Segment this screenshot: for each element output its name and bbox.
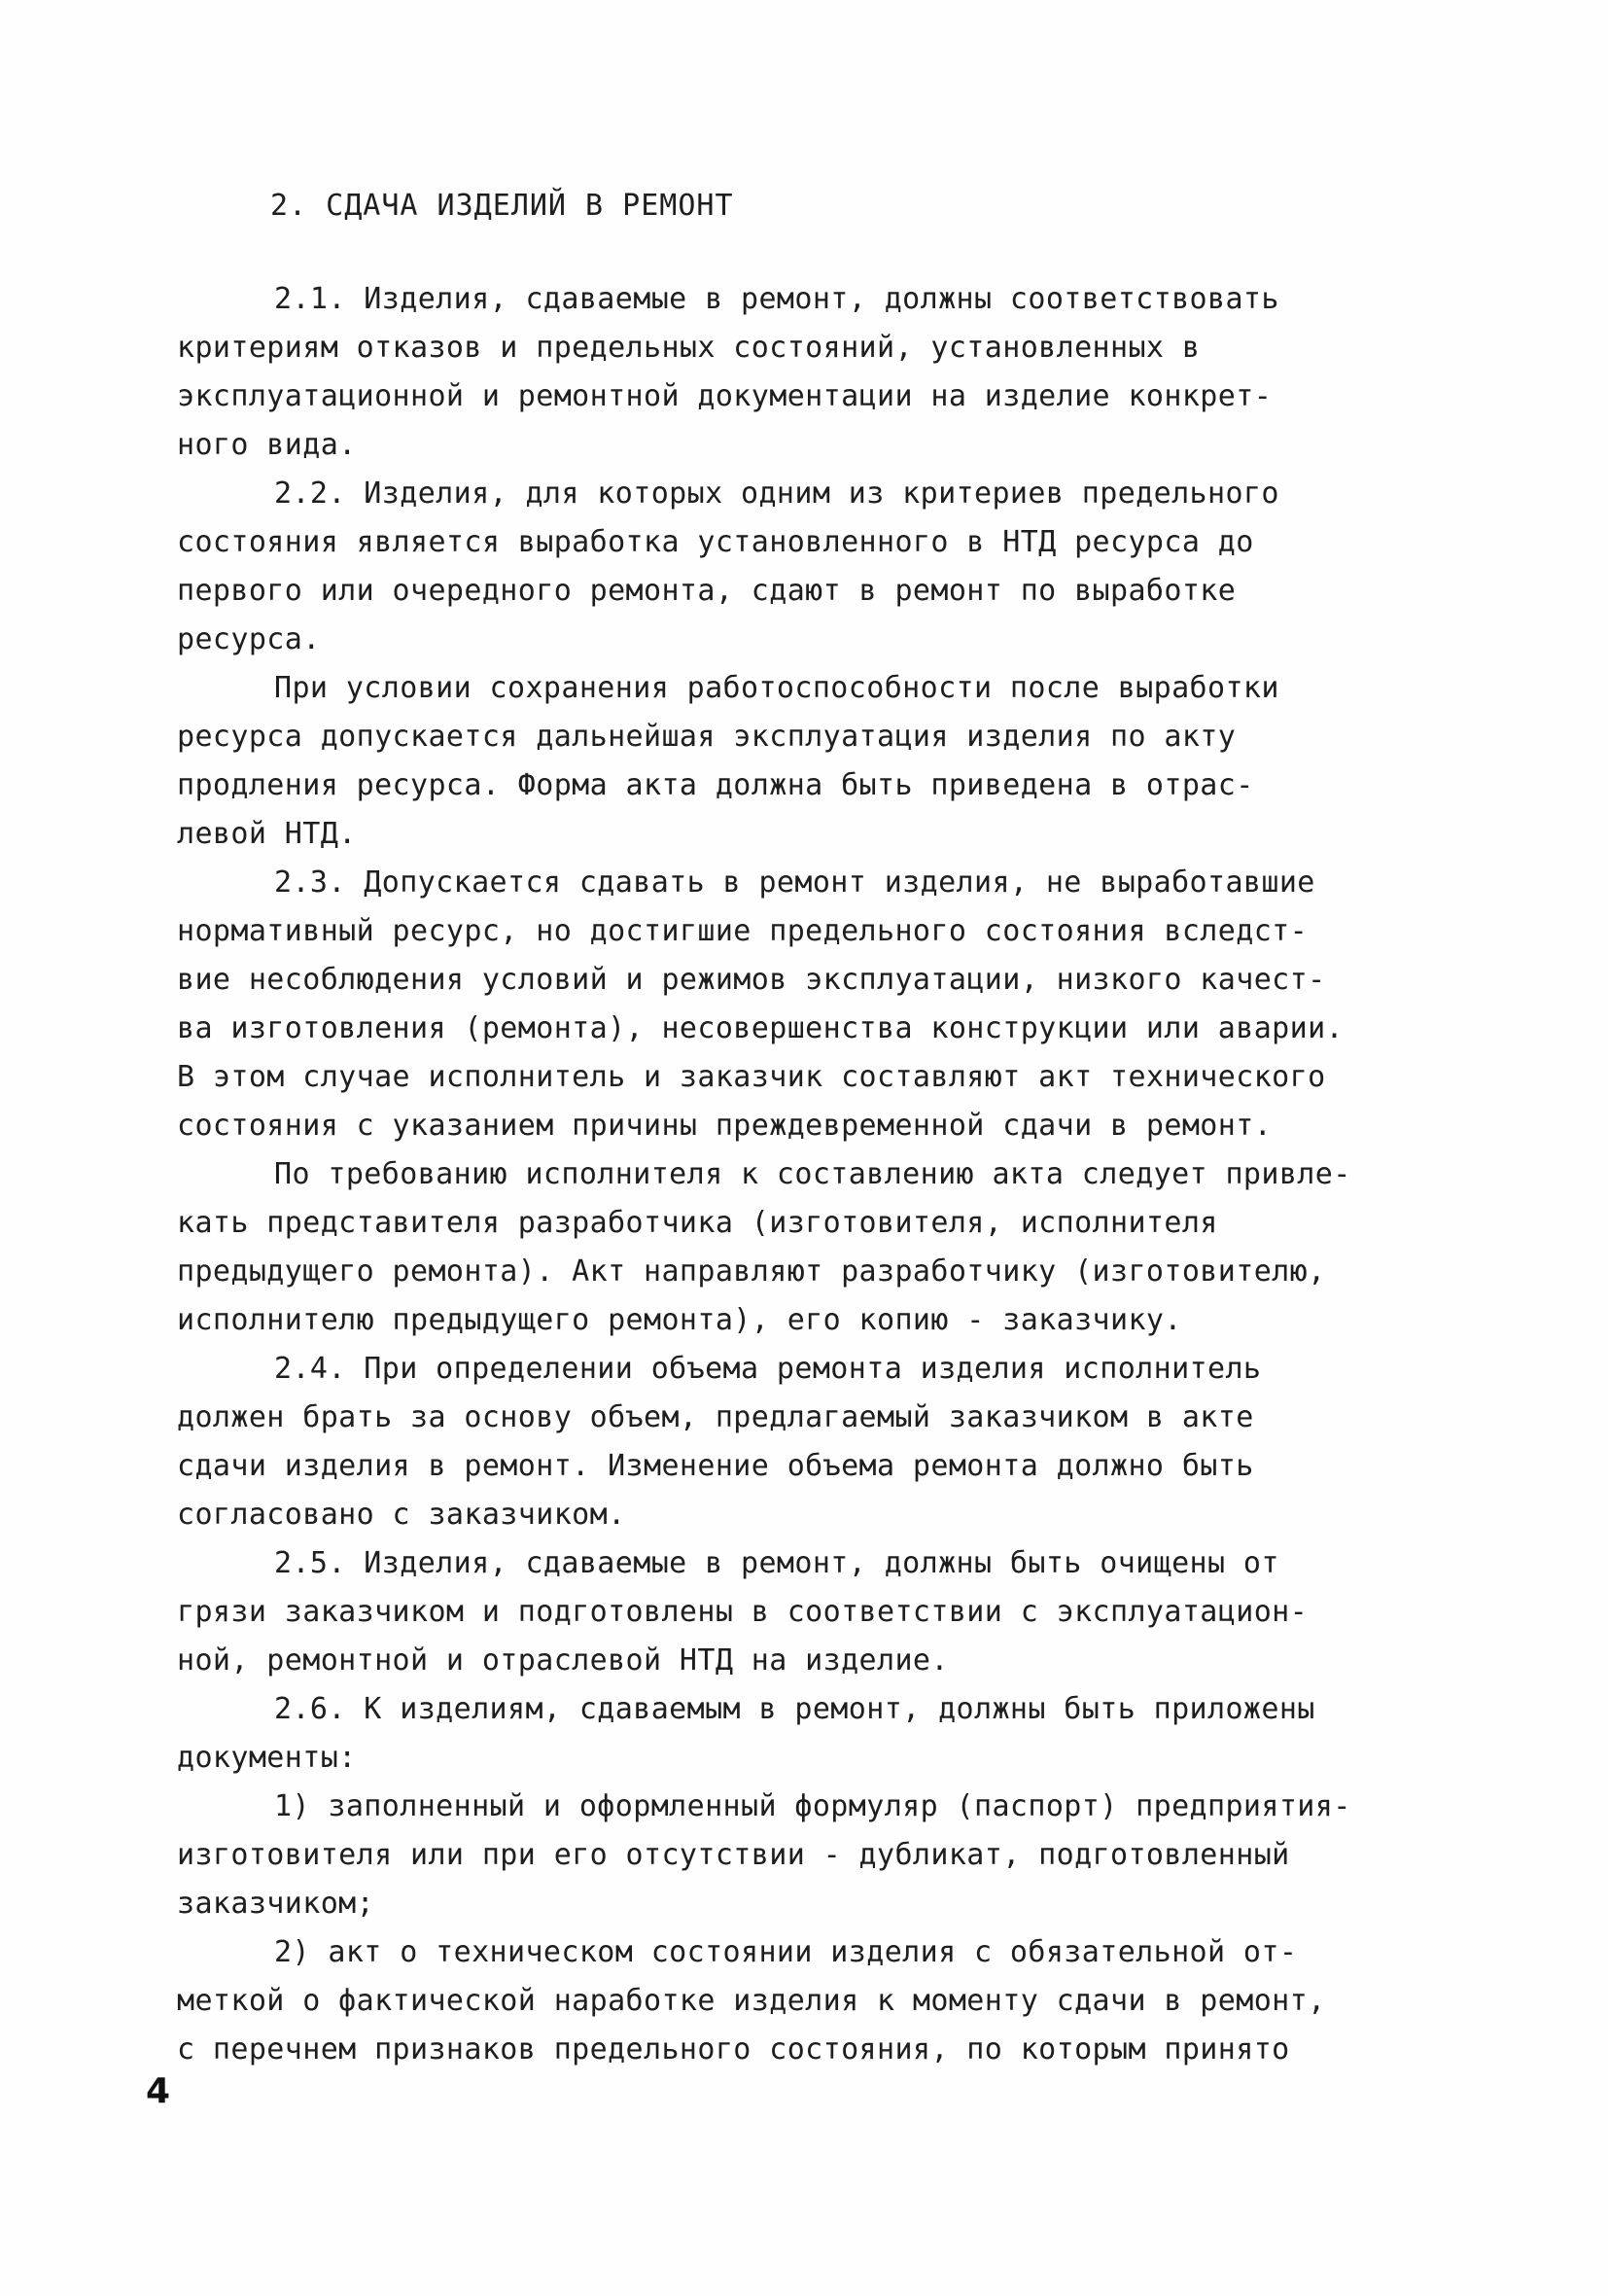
text-line: 2) акт о техническом состоянии изделия с обязательной от- xyxy=(274,1935,1298,1969)
text-line: предыдущего ремонта). Акт направляют разработчику (изготовителю, xyxy=(177,1254,1326,1289)
section-title: 2. СДАЧА ИЗДЕЛИЙ В РЕМОНТ xyxy=(270,189,734,223)
text-line: продления ресурса. Форма акта должна быть приведена в отрас- xyxy=(177,768,1254,802)
text-line: 2.2. Изделия, для которых одним из критериев предельного xyxy=(274,477,1279,511)
text-line: сдачи изделия в ремонт. Изменение объема ремонта должно быть xyxy=(177,1449,1254,1483)
text-line: критериям отказов и предельных состояний, установленных в xyxy=(177,331,1201,365)
text-line: 2.5. Изделия, сдаваемые в ремонт, должны быть очищены от xyxy=(274,1546,1279,1580)
text-line: грязи заказчиком и подготовлены в соответствии с эксплуатацион- xyxy=(177,1595,1309,1629)
text-line: 2.6. К изделиям, сдаваемым в ремонт, должны быть приложены xyxy=(274,1692,1315,1726)
text-line: заказчиком; xyxy=(177,1887,375,1921)
text-line: документы: xyxy=(177,1741,357,1775)
text-line: с перечнем признаков предельного состояния, по которым принято xyxy=(177,2032,1290,2066)
text-line: исполнителю предыдущего ремонта), его копию - заказчику. xyxy=(177,1303,1182,1337)
text-line: состояния является выработка установленного в НТД ресурса до xyxy=(177,525,1254,559)
text-line: ной, ремонтной и отраслевой НТД на изделие. xyxy=(177,1643,949,1678)
text-line: По требованию исполнителя к составлению акта следует привле- xyxy=(274,1157,1351,1191)
text-line: 2.3. Допускается сдавать в ремонт изделия, не выработавшие xyxy=(274,865,1315,900)
text-line: вие несоблюдения условий и режимов эксплуатации, низкого качест- xyxy=(177,963,1326,997)
text-line: меткой о фактической наработке изделия к моменту сдачи в ремонт, xyxy=(177,1984,1326,2018)
text-line: 2.4. При определении объема ремонта изделия исполнитель xyxy=(274,1352,1262,1386)
text-line: В этом случае исполнитель и заказчик составляют акт технического xyxy=(177,1060,1326,1094)
text-line: согласовано с заказчиком. xyxy=(177,1498,626,1532)
text-line: левой НТД. xyxy=(177,817,357,851)
text-line: ва изготовления (ремонта), несовершенства конструкции или аварии. xyxy=(177,1011,1344,1045)
text-line: первого или очередного ремонта, сдают в ремонт по выработке xyxy=(177,574,1237,608)
text-line: ного вида. xyxy=(177,428,357,462)
text-line: При условии сохранения работоспособности после выработки xyxy=(274,671,1279,705)
text-line: 2.1. Изделия, сдаваемые в ремонт, должны соответствовать xyxy=(274,282,1279,316)
text-line: состояния с указанием причины преждевременной сдачи в ремонт. xyxy=(177,1109,1273,1143)
text-line: ресурса допускается дальнейшая эксплуатация изделия по акту xyxy=(177,720,1237,754)
text-line: кать представителя разработчика (изготовителя, исполнителя xyxy=(177,1206,1218,1240)
text-line: эксплуатационной и ремонтной документации на изделие конкрет- xyxy=(177,379,1273,413)
text-line: ресурса. xyxy=(177,622,321,656)
text-line: нормативный ресурс, но достигшие предельного состояния вследст- xyxy=(177,914,1309,948)
text-line: должен брать за основу объем, предлагаемый заказчиком в акте xyxy=(177,1400,1254,1434)
text-line: 1) заполненный и оформленный формуляр (паспорт) предприятия- xyxy=(274,1789,1351,1823)
text-line: изготовителя или при его отсутствии - дубликат, подготовленный xyxy=(177,1838,1290,1872)
page-number: 4 xyxy=(146,2071,171,2111)
